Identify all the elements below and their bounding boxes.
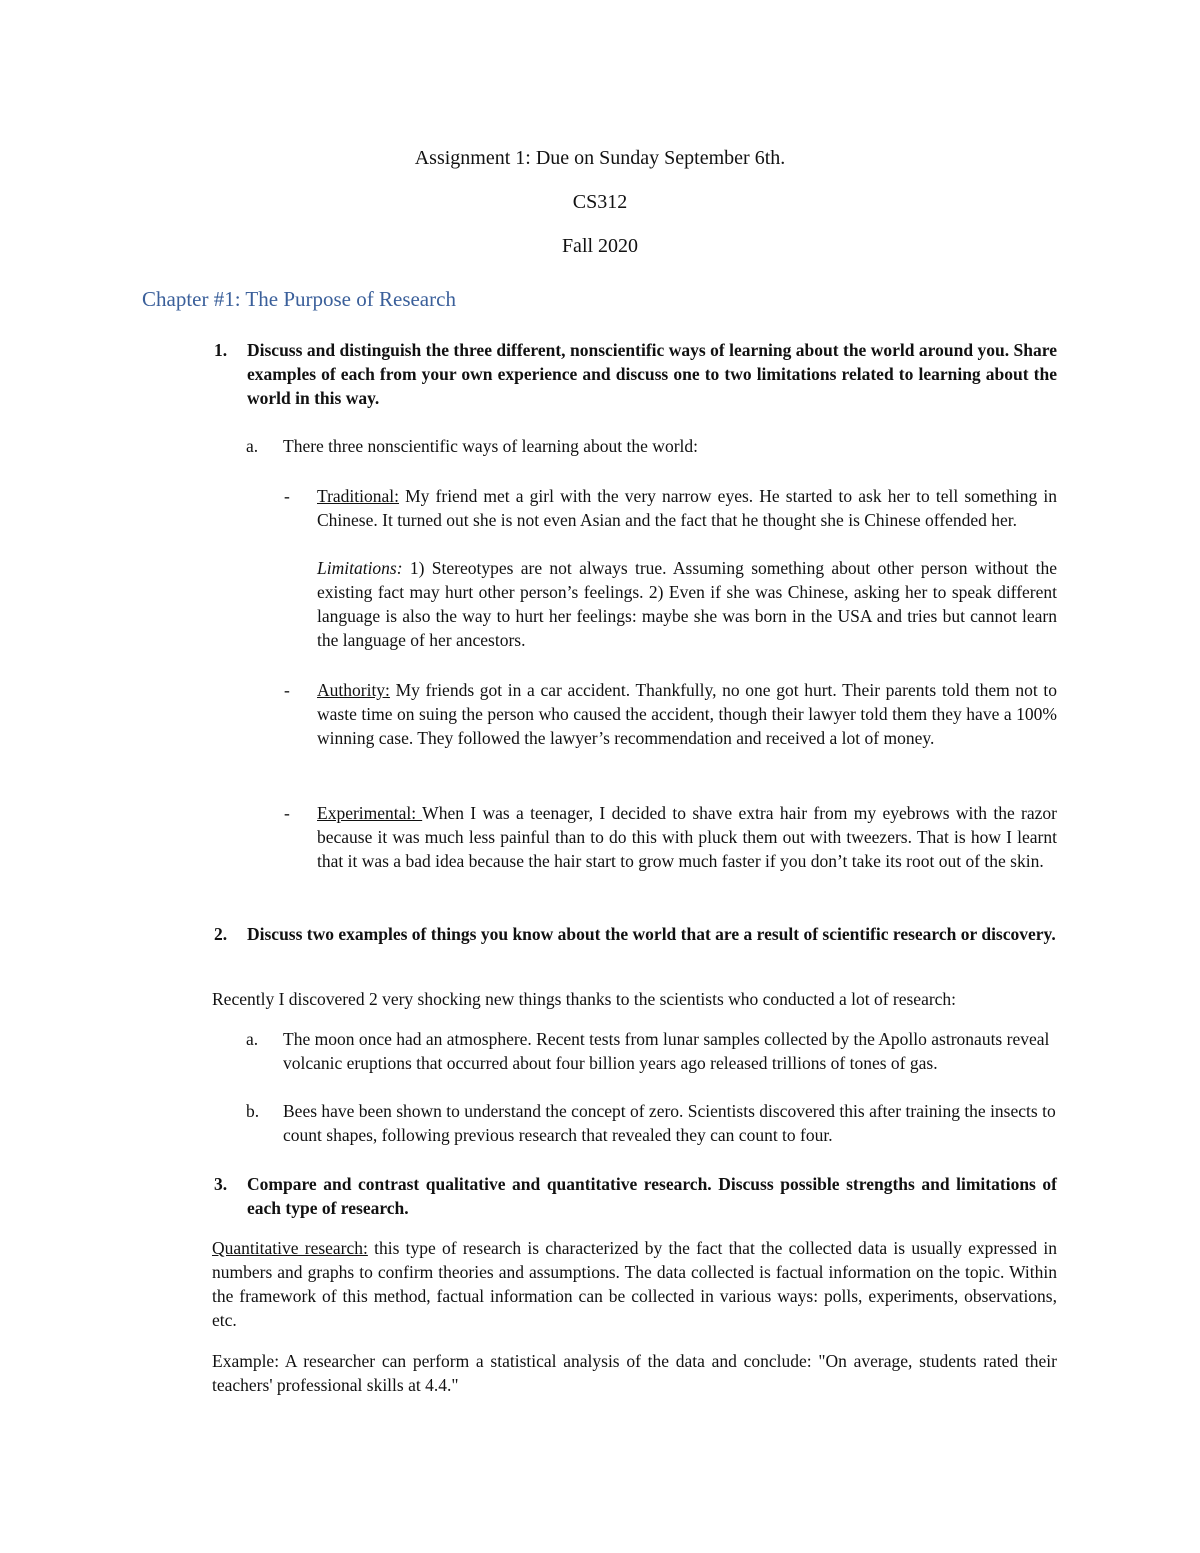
authority-dash: -	[284, 680, 290, 700]
quantitative-paragraph	[212, 1236, 1057, 1332]
experimental-text: When I was a teenager, I decided to shave extra hair from my eyebrows with the razor because it was much less painful than to do this with pluck them out with tweezers. That is how I learnt that it was a bad idea because the hair start to grow much faster if you don’t take its root out of the skin.	[317, 803, 1057, 871]
question-2-number: 2.	[214, 924, 228, 944]
term: Fall 2020	[561, 235, 639, 257]
experimental-label: Experimental:	[317, 803, 423, 823]
authority-label: Authority:	[317, 680, 390, 700]
limitations-text: 1) Stereotypes are not always true. Assuming something about other person without the existing fact may hurt other person’s feelings. 2) Even if she was Chinese, asking her to speak different language is also the way to hurt her feelings: maybe she was born in the USA and tries but cannot learn the language of her ancestors.	[317, 558, 1057, 650]
course-code: CS312	[572, 191, 628, 213]
question-2-text: Discuss two examples of things you know about the world that are a result of scientific research or discovery.	[247, 924, 1056, 944]
assignment-title: Assignment 1: Due on Sunday September 6th.	[414, 147, 786, 169]
experimental-paragraph	[317, 801, 1057, 873]
question-1-number: 1.	[214, 340, 228, 360]
q2-item-b-marker: b.	[246, 1101, 260, 1121]
question-2-intro: Recently I discovered 2 very shocking new things thanks to the scientists who conducted a lot of research:	[212, 989, 957, 1009]
question-1-text: Discuss and distinguish the three different, nonscientific ways of learning about the world around you. Share examples of each from your own experience and discuss one to two limitations related to learning about the world in this way.	[247, 340, 1057, 408]
limitations-label: Limitations:	[317, 558, 403, 578]
q1-item-a-marker: a.	[246, 436, 259, 456]
traditional-label: Traditional:	[317, 486, 399, 506]
quantitative-text: this type of research is characterized by the fact that the collected data is usually expressed in numbers and graphs to confirm theories and assumptions. The data collected is factual information on the topic. Within the framework of this method, factual information can be collected in various ways: polls, experiments, observations, etc.	[212, 1238, 1057, 1330]
example-paragraph: Example: A researcher can perform a statistical analysis of the data and conclude: "On average, students rated their teachers' professional skills at 4.4."	[212, 1351, 1057, 1395]
traditional-text: My friend met a girl with the very narrow eyes. He started to ask her to tell something in Chinese. It turned out she is not even Asian and the fact that he thought she is Chinese offended her.	[317, 486, 1057, 530]
q2-item-b-text: Bees have been shown to understand the concept of zero. Scientists discovered this after training the insects to count shapes, following previous research that revealed they can count to four.	[283, 1101, 1056, 1145]
traditional-dash: -	[284, 486, 290, 506]
traditional-paragraph	[317, 484, 1057, 532]
question-3-number: 3.	[214, 1174, 228, 1194]
chapter-heading: Chapter #1: The Purpose of Research	[142, 287, 456, 311]
limitations-paragraph	[317, 556, 1057, 652]
q1-item-a-text: There three nonscientific ways of learning about the world:	[283, 436, 698, 456]
question-3-text: Compare and contrast qualitative and quantitative research. Discuss possible strengths and limitations of each type of research.	[247, 1174, 1057, 1218]
q2-item-a-marker: a.	[246, 1029, 259, 1049]
authority-paragraph	[317, 678, 1057, 750]
authority-text: My friends got in a car accident. Thankfully, no one got hurt. Their parents told them not to waste time on suing the person who caused the accident, though their lawyer told them they have a 100% winning case. They followed the lawyer’s recommendation and received a lot of money.	[317, 680, 1057, 748]
experimental-dash: -	[284, 803, 290, 823]
q2-item-a-text: The moon once had an atmosphere. Recent tests from lunar samples collected by the Apollo astronauts reveal volcanic eruptions that occurred about four billion years ago released trillions of tones of gas.	[283, 1029, 1050, 1073]
quantitative-label: Quantitative research:	[212, 1238, 368, 1258]
